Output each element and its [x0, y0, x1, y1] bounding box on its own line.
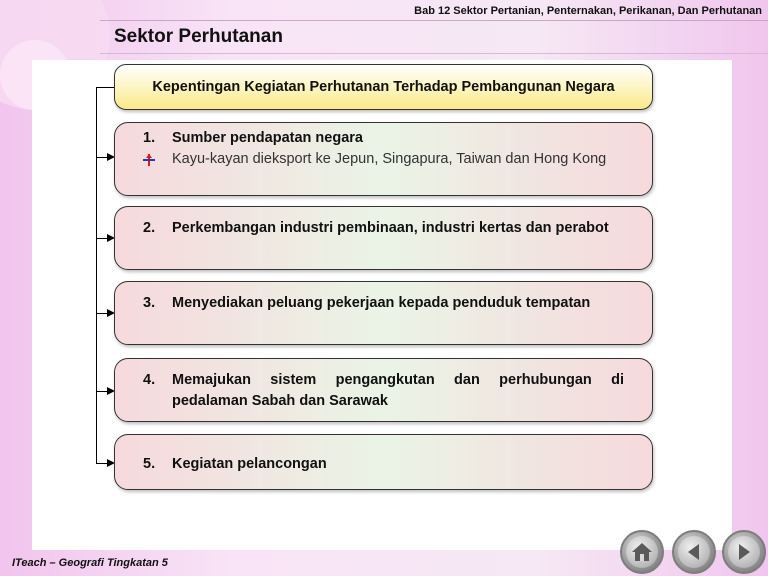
- home-button[interactable]: [620, 530, 664, 574]
- list-item: [114, 206, 653, 270]
- item-text: Sumber pendapatan negara: [172, 130, 363, 146]
- arrow-right-icon: [734, 542, 754, 562]
- home-icon: [631, 542, 653, 562]
- item-text: Perkembangan industri pembinaan, industri kertas dan perabot: [172, 220, 609, 236]
- item-number: 4.: [143, 372, 156, 388]
- item-number: 3.: [143, 295, 156, 311]
- chapter-title: Bab 12 Sektor Pertanian, Penternakan, Perikanan, Dan Perhutanan: [414, 5, 762, 17]
- item-number: 1.: [143, 130, 156, 146]
- list-item: [114, 434, 653, 490]
- item-text: Kegiatan pelancongan: [172, 456, 327, 472]
- main-title-box: [114, 64, 653, 110]
- page-title: Sektor Perhutanan: [114, 26, 283, 47]
- list-item: [114, 281, 653, 345]
- connector-line: [96, 87, 114, 88]
- previous-button[interactable]: [672, 530, 716, 574]
- list-item: [114, 358, 653, 422]
- divider: [100, 20, 768, 21]
- divider: [100, 53, 768, 54]
- item-text: Menyediakan peluang pekerjaan kepada penduduk tempatan: [172, 295, 591, 311]
- main-title-text: Kepentingan Kegiatan Perhutanan Terhadap Pembangunan Negara: [152, 78, 615, 95]
- connector-line: [96, 87, 97, 463]
- item-text: Memajukan sistem pengangkutan dan perhubungan di pedalaman Sabah dan Sarawak: [172, 372, 624, 409]
- item-number: 5.: [143, 456, 156, 472]
- item-subtext: Kayu-kayan dieksport ke Jepun, Singapura, Taiwan dan Hong Kong: [172, 151, 607, 167]
- next-button[interactable]: [722, 530, 766, 574]
- footer-credit: ITeach – Geografi Tingkatan 5: [12, 557, 168, 569]
- arrow-bullet-icon: [143, 149, 172, 170]
- item-number: 2.: [143, 220, 156, 236]
- arrow-left-icon: [684, 542, 704, 562]
- list-item: [114, 122, 653, 196]
